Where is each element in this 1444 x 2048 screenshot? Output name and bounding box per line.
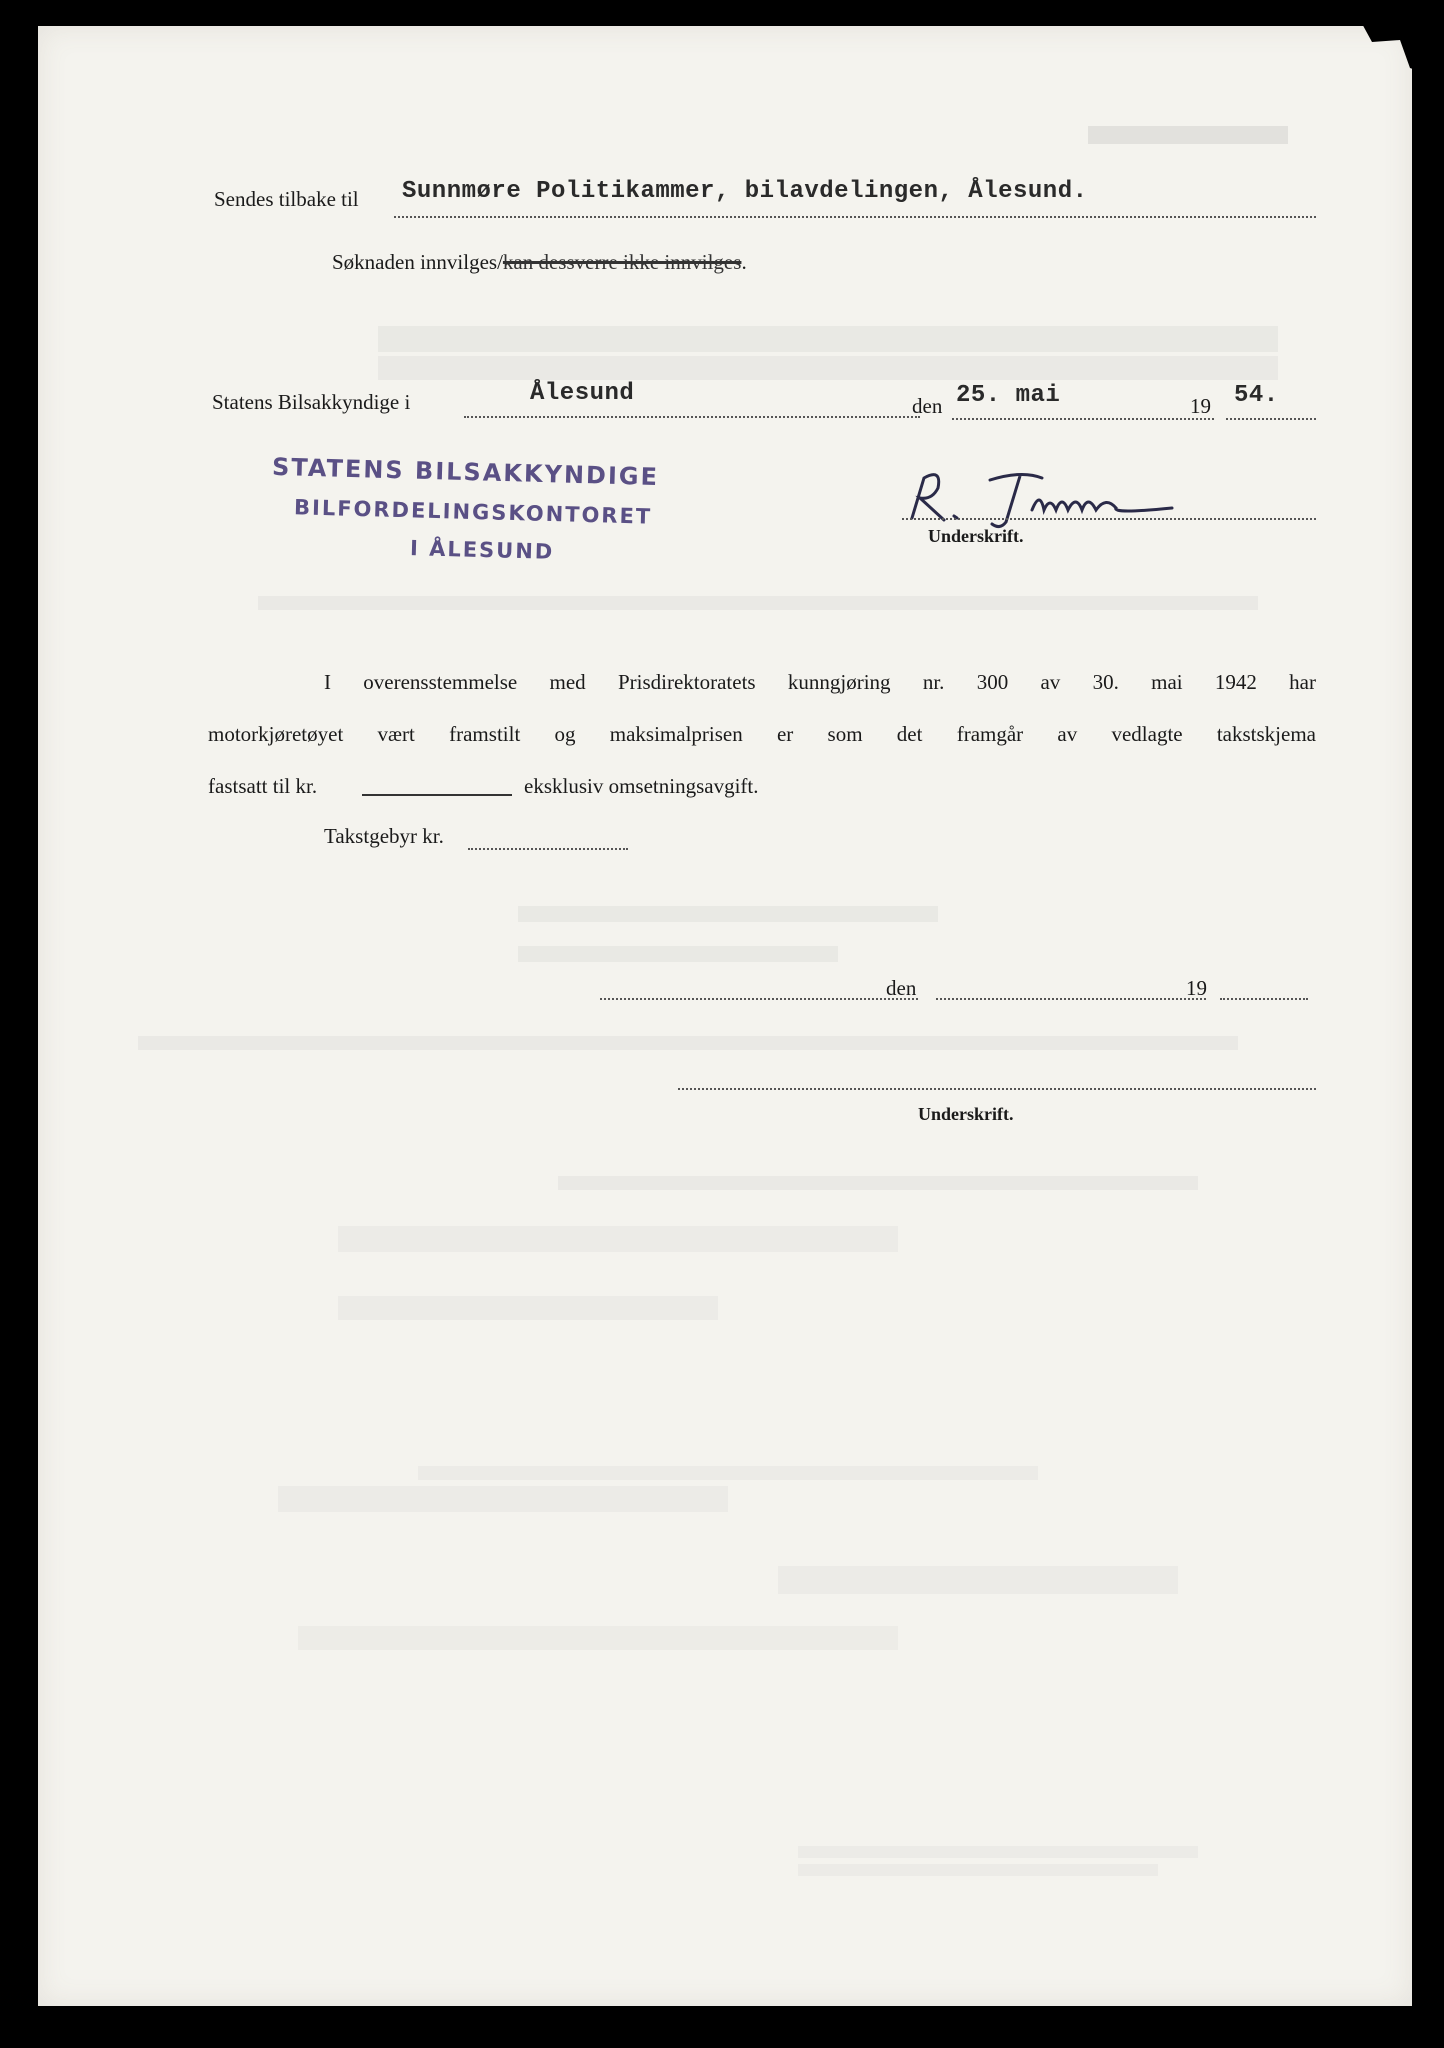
granted-suffix: . xyxy=(741,250,747,274)
handwritten-signature xyxy=(872,458,1232,538)
date2-year-dotted-line xyxy=(1220,998,1308,1000)
granted-struck: kan dessverre ikke innvilges xyxy=(502,250,742,274)
date2-place-dotted-line xyxy=(600,998,918,1000)
torn-corner xyxy=(1300,0,1444,80)
fee-label: Takstgebyr kr. xyxy=(324,824,444,848)
date-label: den xyxy=(912,394,943,418)
stamp-line-3: I ÅLESUND xyxy=(409,536,555,564)
return-value: Sunnmøre Politikammer, bilavdelingen, Ålesund. xyxy=(402,178,1088,205)
price-amount-blank xyxy=(362,794,512,796)
date2-dotted-line xyxy=(936,998,1206,1000)
stamp-line-2: BILFORDELINGSKONTORET xyxy=(293,495,653,529)
fee-dotted-line xyxy=(468,848,628,850)
signature2-label: Underskrift. xyxy=(918,1104,1014,1124)
date-dotted-line xyxy=(952,418,1214,420)
date-value: 25. mai xyxy=(956,382,1061,409)
granted-prefix: Søknaden innvilges/ xyxy=(332,250,503,274)
price-amount-suffix: eksklusiv omsetningsavgift. xyxy=(524,774,759,798)
year-value: 54. xyxy=(1234,382,1279,409)
signature2-dotted-line xyxy=(678,1088,1316,1090)
document-page xyxy=(38,26,1412,2006)
date2-year-prefix: 19 xyxy=(1186,976,1207,1000)
inspector-dotted-line xyxy=(464,416,920,418)
return-label: Sendes tilbake til xyxy=(214,187,359,211)
inspector-place: Ålesund xyxy=(530,380,635,407)
year-dotted-line xyxy=(1226,418,1316,420)
date2-label: den xyxy=(886,976,917,1000)
signature-dotted-line xyxy=(902,518,1316,520)
granted-line xyxy=(332,250,747,275)
inspector-label: Statens Bilsakkyndige i xyxy=(212,390,411,414)
price-text-line-2: motorkjøretøyet vært framstilt og maksimalprisen er som det framgår av vedlagte takstskjema xyxy=(208,722,1316,746)
year-prefix: 19 xyxy=(1190,394,1211,418)
price-amount-label: fastsatt til kr. xyxy=(208,774,318,798)
price-text-line-1: I overensstemmelse med Prisdirektoratets kunngjøring nr. 300 av 30. mai 1942 har xyxy=(324,670,1316,694)
signature-label: Underskrift. xyxy=(928,526,1024,546)
return-dotted-line xyxy=(394,216,1316,218)
stamp-line-1: STATENS BILSAKKYNDIGE xyxy=(271,452,660,492)
